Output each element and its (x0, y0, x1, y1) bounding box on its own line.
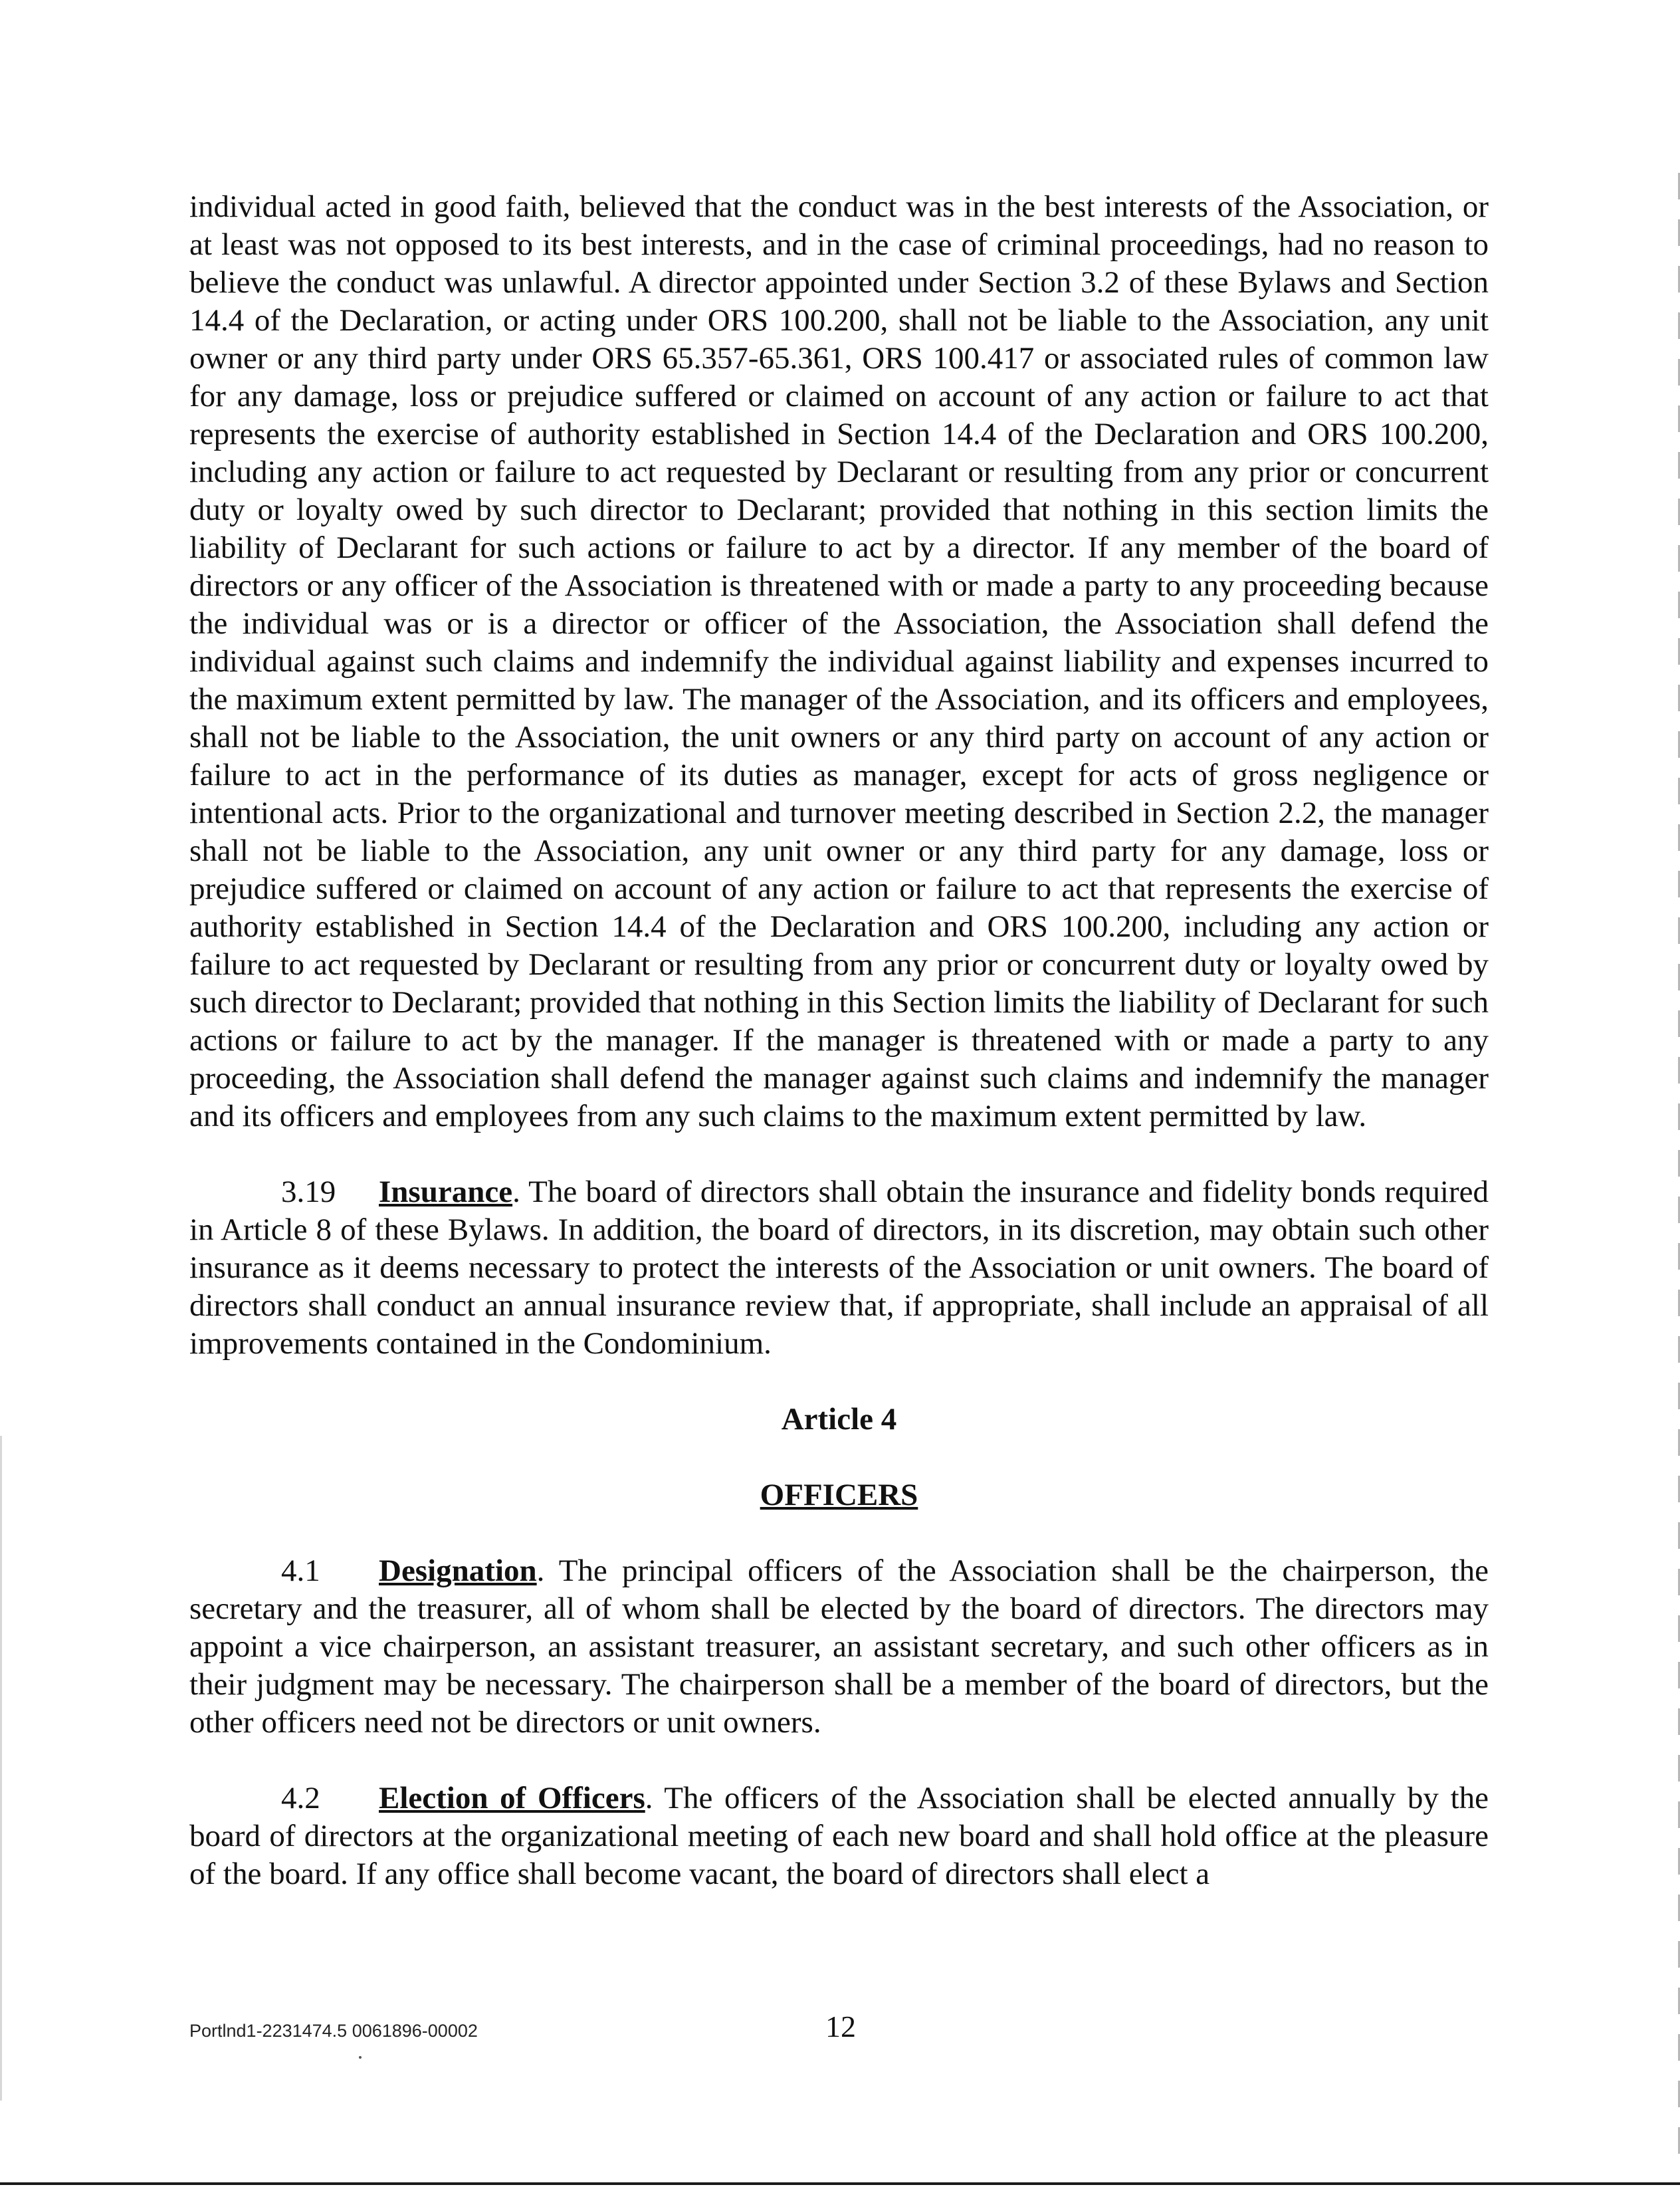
footer-document-id: Portlnd1-2231474.5 0061896-00002 (189, 2021, 478, 2041)
section-heading: Election of Officers (379, 1781, 645, 1815)
section-3-19-insurance (189, 1173, 1489, 1363)
section-text: . The principal officers of the Association shall be the chairperson, the secretary and the treasurer, all of whom shall be elected by the board of directors. The directors may appoint a vice chairperson, an assistant treasurer, an assistant secretary, and such other officers as in their judgment may be necessary. The chairperson shall be a member of the board of directors, but the other officers need not be directors or unit owners. (189, 1554, 1489, 1740)
section-heading: Designation (379, 1554, 537, 1588)
section-number: 4.1 (281, 1554, 320, 1588)
section-4-1-designation (189, 1552, 1489, 1742)
scan-speck (359, 2056, 362, 2059)
article-number: Article 4 (781, 1402, 897, 1437)
section-text: . The board of directors shall obtain the insurance and fidelity bonds required in Article 8 of these Bylaws. In addition, the board of directors, in its discretion, may obtain such other insurance as it deems necessary to protect the interests of the Association or unit owners. The board of directors shall conduct an annual insurance review that, if appropriate, shall include an appraisal of all improvements contained in the Condominium. (189, 1175, 1489, 1361)
section-number: 4.2 (281, 1781, 320, 1815)
section-4-2-election-of-officers (189, 1780, 1489, 1893)
scan-edge-left (0, 1436, 2, 2101)
page-number: 12 (825, 2010, 856, 2043)
section-heading: Insurance (379, 1175, 513, 1209)
article-title: OFFICERS (760, 1478, 918, 1512)
indemnification-continuation-paragraph: individual acted in good faith, believed that the conduct was in the best interests of the Association, or at least was not opposed to its best interests, and in the case of criminal proceedings, had no reason to believe the conduct was unlawful. A director appointed under Section 3.2 of these Bylaws and Section 14.4 of the Declaration, or acting under ORS 100.200, shall not be liable to the Association, any unit owner or any third party under ORS 65.357-65.361, ORS 100.417 or associated rules of common law for any damage, loss or prejudice suffered or claimed on account of any action or failure to act that represents the exercise of authority established in Section 14.4 of the Declaration and ORS 100.200, including any action or failure to act requested by Declarant or resulting from any prior or concurrent duty or loyalty owed by such director to Declarant; provided that nothing in this section limits the liability of Declarant for such actions or failure to act by a director. If any member of the board of directors or any officer of the Association is threatened with or made a party to any proceeding because the individual was or is a director or officer of the Association, the Association shall defend the individual against such claims and indemnify the individual against liability and expenses incurred to the maximum extent permitted by law. The manager of the Association, and its officers and employees, shall not be liable to the Association, the unit owners or any third party on account of any action or failure to act in the performance of its duties as manager, except for acts of gross negligence or intentional acts. Prior to the organizational and turnover meeting described in Section 2.2, the manager shall not be liable to the Association, any unit owner or any third party for any damage, loss or prejudice suffered or claimed on account of any action or failure to act that represents the exercise of authority established in Section 14.4 of the Declaration and ORS 100.200, including any action or failure to act requested by Declarant or resulting from any prior or concurrent duty or loyalty owed by such director to Declarant; provided that nothing in this Section limits the liability of Declarant for such actions or failure to act by the manager. If the manager is threatened with or made a party to any proceeding, the Association shall defend the manager against such claims and indemnify the manager and its officers and employees from any such claims to the maximum extent permitted by law. (189, 189, 1489, 1133)
section-number: 3.19 (281, 1175, 336, 1209)
scan-bottom-edge (0, 2182, 1680, 2185)
section-text: . The officers of the Association shall be elected annually by the board of directors at the organizational meeting of each new board and shall hold office at the pleasure of the board. If any office shall become vacant, the board of directors shall elect a (189, 1781, 1489, 1891)
document-body (189, 188, 1489, 1931)
